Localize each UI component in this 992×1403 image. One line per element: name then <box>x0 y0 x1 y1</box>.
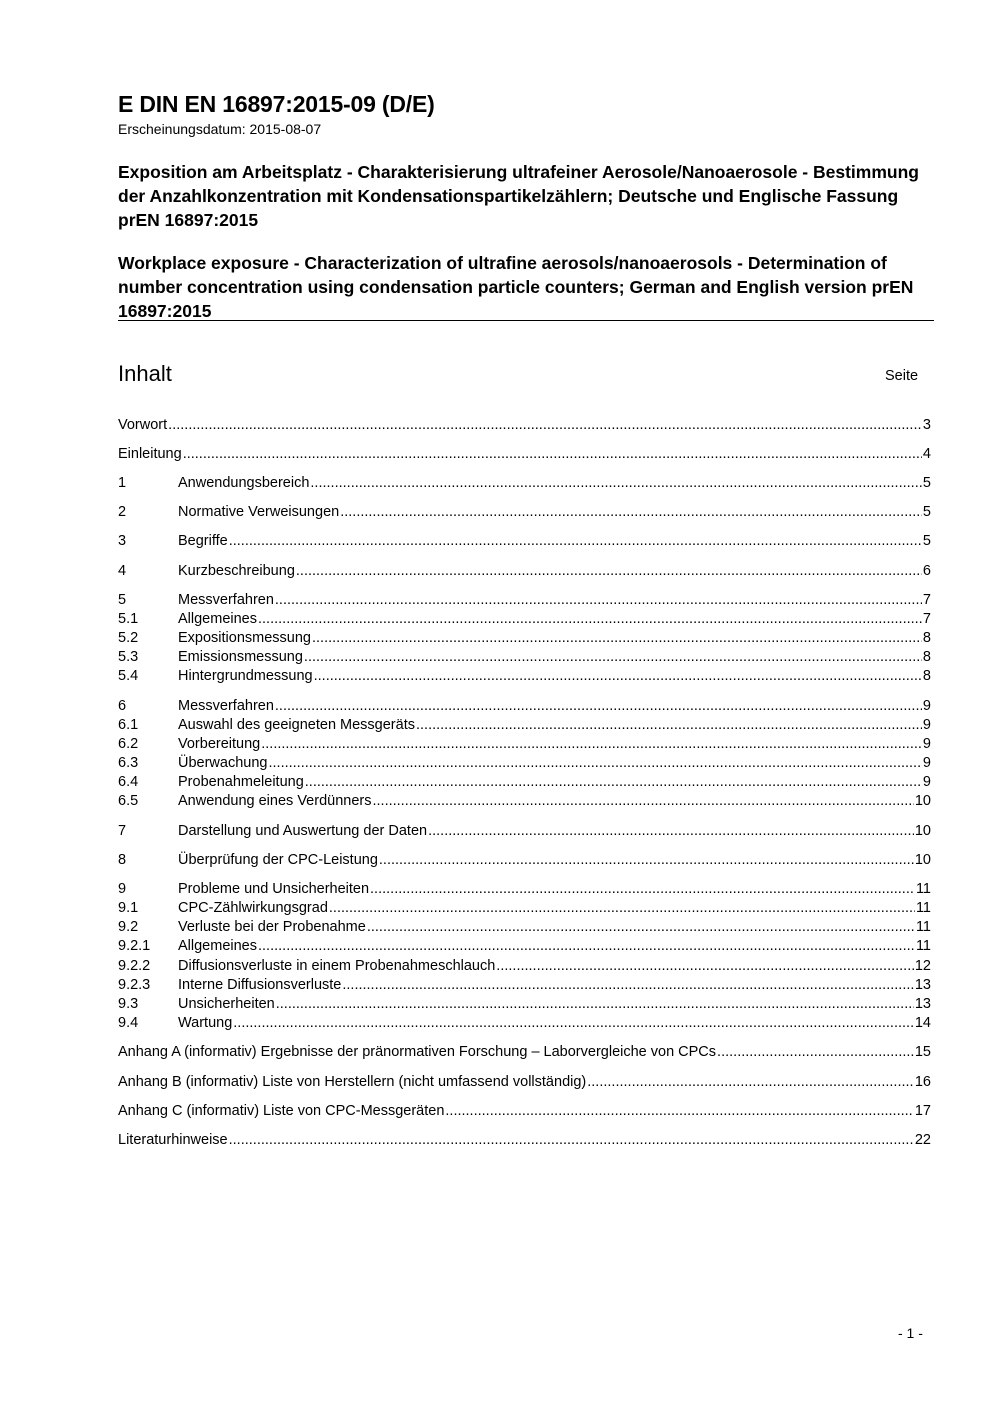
title-german: Exposition am Arbeitsplatz - Charakterisierung ultrafeiner Aerosole/Nanoaerosole - Bestimmung der Anzahlkonzentration mit Kondensationspartikelzählern; Deutsche und Englische Fassung prEN 16897:2015 <box>118 162 919 230</box>
toc-entry[interactable] <box>118 503 931 522</box>
toc-entry-title: Normative Verweisungen <box>178 504 340 520</box>
toc-entry-number: 4 <box>118 563 127 579</box>
toc-entry[interactable] <box>118 937 931 956</box>
toc-entry-title: Begriffe <box>178 533 228 549</box>
toc-entry[interactable] <box>118 1102 931 1121</box>
toc-entry-number: 6.5 <box>118 793 139 809</box>
toc-entry-number: 9.3 <box>118 996 139 1012</box>
toc-entry-page: 5 <box>922 533 931 549</box>
title-divider <box>118 320 934 321</box>
toc-entry-title: Expositionsmessung <box>178 630 311 646</box>
toc-entry[interactable] <box>118 880 931 899</box>
toc-entry-number: 5.2 <box>118 630 139 646</box>
toc-dot-leader <box>229 1131 914 1150</box>
toc-entry-page: 22 <box>914 1132 931 1148</box>
toc-dot-leader <box>370 880 915 899</box>
toc-entry-title: Anhang A (informativ) Ergebnisse der pränormativen Forschung – Laborvergleiche von CPCs <box>118 1044 717 1060</box>
toc-entry-title: Darstellung und Auswertung der Daten <box>178 823 428 839</box>
toc-entry-title: Anhang B (informativ) Liste von Herstellern (nicht umfassend vollständig) <box>118 1074 587 1090</box>
toc-dot-leader <box>261 735 922 754</box>
toc-entry-page: 14 <box>914 1015 931 1031</box>
toc-entry-page: 10 <box>914 793 931 809</box>
toc-entry-title: Einleitung <box>118 446 182 462</box>
toc-entry-title: Auswahl des geeigneten Messgeräts <box>178 717 415 733</box>
toc-entry-page: 9 <box>922 717 931 733</box>
toc-entry[interactable] <box>118 957 931 976</box>
toc-entry-number: 3 <box>118 533 127 549</box>
toc-dot-leader <box>587 1073 914 1092</box>
toc-entry-page: 9 <box>922 736 931 752</box>
toc-dot-leader <box>310 474 922 493</box>
toc-entry-page: 6 <box>922 563 931 579</box>
toc-dot-leader <box>312 629 922 648</box>
toc-entry[interactable] <box>118 648 931 667</box>
publication-date: Erscheinungsdatum: 2015-08-07 <box>118 121 322 137</box>
toc-entry-number: 7 <box>118 823 127 839</box>
toc-dot-leader <box>416 716 922 735</box>
toc-entry-title: Hintergrundmessung <box>178 668 313 684</box>
toc-entry[interactable] <box>118 445 931 464</box>
toc-entry-number: 5.3 <box>118 649 139 665</box>
toc-entry-number: 9.2.2 <box>118 958 151 974</box>
toc-entry[interactable] <box>118 918 931 937</box>
toc-entry-page: 12 <box>914 958 931 974</box>
toc-entry-number: 1 <box>118 475 127 491</box>
document-id: E DIN EN 16897:2015-09 (D/E) <box>118 91 435 117</box>
toc-entry-page: 8 <box>922 630 931 646</box>
toc-dot-leader <box>314 667 922 686</box>
toc-dot-leader <box>276 995 914 1014</box>
toc-entry-title: Kurzbeschreibung <box>178 563 295 579</box>
toc-entry[interactable] <box>118 562 931 581</box>
toc-entry-page: 9 <box>922 755 931 771</box>
toc-entry[interactable] <box>118 735 931 754</box>
toc-entry-title: Anwendungsbereich <box>178 475 310 491</box>
toc-entry[interactable] <box>118 416 931 435</box>
toc-entry-number: 5.4 <box>118 668 139 684</box>
toc-entry-page: 5 <box>922 504 931 520</box>
toc-dot-leader <box>329 899 915 918</box>
toc-entry-page: 15 <box>914 1044 931 1060</box>
toc-entry-title: Messverfahren <box>178 698 274 714</box>
toc-dot-leader <box>305 773 922 792</box>
toc-entry[interactable] <box>118 851 931 870</box>
toc-dot-leader <box>258 610 922 629</box>
toc-entry-number: 6.3 <box>118 755 139 771</box>
toc-entry-page: 9 <box>922 774 931 790</box>
toc-entry-number: 9.2.1 <box>118 938 151 954</box>
toc-page-label: Seite <box>885 368 919 384</box>
toc-entry[interactable] <box>118 773 931 792</box>
toc-entry-title: Messverfahren <box>178 592 274 608</box>
toc-entry-title: Vorwort <box>118 417 168 433</box>
toc-entry[interactable] <box>118 1014 931 1033</box>
toc-entry-page: 9 <box>922 698 931 714</box>
toc-entry-title: CPC-Zählwirkungsgrad <box>178 900 328 916</box>
toc-entry-page: 17 <box>914 1103 931 1119</box>
toc-entry-page: 13 <box>914 996 931 1012</box>
toc-entry-page: 7 <box>922 592 931 608</box>
toc-entry-number: 9 <box>118 881 127 897</box>
toc-entry[interactable] <box>118 591 931 610</box>
toc-dot-leader <box>258 937 915 956</box>
toc-dot-leader <box>496 957 914 976</box>
toc-entry-page: 10 <box>914 823 931 839</box>
toc-dot-leader <box>233 1014 914 1033</box>
toc-entry-number: 9.4 <box>118 1015 139 1031</box>
toc-entry-page: 11 <box>915 938 931 954</box>
toc-entry-page: 10 <box>914 852 931 868</box>
toc-dot-leader <box>372 792 913 811</box>
toc-entry-number: 5.1 <box>118 611 139 627</box>
toc-dot-leader <box>268 754 921 773</box>
toc-entry-title: Anhang C (informativ) Liste von CPC-Messgeräten <box>118 1103 445 1119</box>
toc-dot-leader <box>445 1102 913 1121</box>
toc-entry-page: 5 <box>922 475 931 491</box>
toc-entry-number: 6.2 <box>118 736 139 752</box>
toc-dot-leader <box>275 697 922 716</box>
toc-entry-title: Interne Diffusionsverluste <box>178 977 342 993</box>
toc-dot-leader <box>717 1043 914 1062</box>
toc-entry-page: 11 <box>915 900 931 916</box>
toc-entry[interactable] <box>118 754 931 773</box>
toc-dot-leader <box>296 562 922 581</box>
toc-entry-title: Wartung <box>178 1015 233 1031</box>
toc-entry-number: 9.2.3 <box>118 977 151 993</box>
toc-dot-leader <box>168 416 922 435</box>
toc-entry-title: Überprüfung der CPC-Leistung <box>178 852 378 868</box>
toc-entry-number: 2 <box>118 504 127 520</box>
toc-dot-leader <box>367 918 915 937</box>
toc-entry-title: Emissionsmessung <box>178 649 303 665</box>
toc-dot-leader <box>229 532 922 551</box>
toc-entry[interactable] <box>118 1131 931 1150</box>
toc-entry[interactable] <box>118 629 931 648</box>
toc-dot-leader <box>428 822 914 841</box>
toc-entry[interactable] <box>118 995 931 1014</box>
toc-entry-title: Vorbereitung <box>178 736 261 752</box>
toc-entry-title: Allgemeines <box>178 611 257 627</box>
toc-entry-number: 6.4 <box>118 774 139 790</box>
toc-dot-leader <box>340 503 922 522</box>
toc-dot-leader <box>342 976 914 995</box>
toc-entry-title: Probenahmeleitung <box>178 774 304 790</box>
toc-entry-title: Literaturhinweise <box>118 1132 228 1148</box>
title-english: Workplace exposure - Characterization of ultrafine aerosols/nanoaerosols - Determination of number concentration using condensation particle counters; German and English version prEN 16897:2015 <box>118 253 914 321</box>
toc-entry-number: 5 <box>118 592 127 608</box>
toc-entry-title: Verluste bei der Probenahme <box>178 919 366 935</box>
toc-entry-title: Diffusionsverluste in einem Probenahmeschlauch <box>178 958 496 974</box>
toc-entry[interactable] <box>118 532 931 551</box>
toc-entry[interactable] <box>118 610 931 629</box>
toc-entry[interactable] <box>118 792 931 811</box>
toc-entry[interactable] <box>118 667 931 686</box>
toc-dot-leader <box>304 648 922 667</box>
toc-entry-title: Probleme und Unsicherheiten <box>178 881 370 897</box>
toc-entry-title: Allgemeines <box>178 938 257 954</box>
toc-entry[interactable] <box>118 976 931 995</box>
toc-entry-page: 7 <box>922 611 931 627</box>
toc-dot-leader <box>183 445 922 464</box>
toc-entry[interactable] <box>118 716 931 735</box>
toc-entry-number: 6.1 <box>118 717 139 733</box>
toc-dot-leader <box>379 851 914 870</box>
toc-heading: Inhalt <box>118 361 172 386</box>
page-number: - 1 - <box>898 1325 923 1341</box>
toc-entry-title: Überwachung <box>178 755 268 771</box>
toc-entry[interactable] <box>118 822 931 841</box>
toc-entry-page: 8 <box>922 649 931 665</box>
toc-entry-title: Anwendung eines Verdünners <box>178 793 372 809</box>
toc-entry-number: 8 <box>118 852 127 868</box>
toc-entry-page: 3 <box>922 417 931 433</box>
toc-entry[interactable] <box>118 1043 931 1062</box>
toc-entry-page: 8 <box>922 668 931 684</box>
toc-entry-page: 11 <box>915 919 931 935</box>
toc-entry-page: 16 <box>914 1074 931 1090</box>
toc-entry-page: 11 <box>915 881 931 897</box>
toc-entry[interactable] <box>118 474 931 493</box>
toc-entry[interactable] <box>118 1073 931 1092</box>
toc-entry-page: 4 <box>922 446 931 462</box>
toc-entry-number: 9.1 <box>118 900 139 916</box>
toc-entry-number: 9.2 <box>118 919 139 935</box>
toc-dot-leader <box>275 591 922 610</box>
toc-entry-title: Unsicherheiten <box>178 996 275 1012</box>
toc-entry[interactable] <box>118 899 931 918</box>
toc-entry-number: 6 <box>118 698 127 714</box>
toc-entry-page: 13 <box>914 977 931 993</box>
toc-entry[interactable] <box>118 697 931 716</box>
